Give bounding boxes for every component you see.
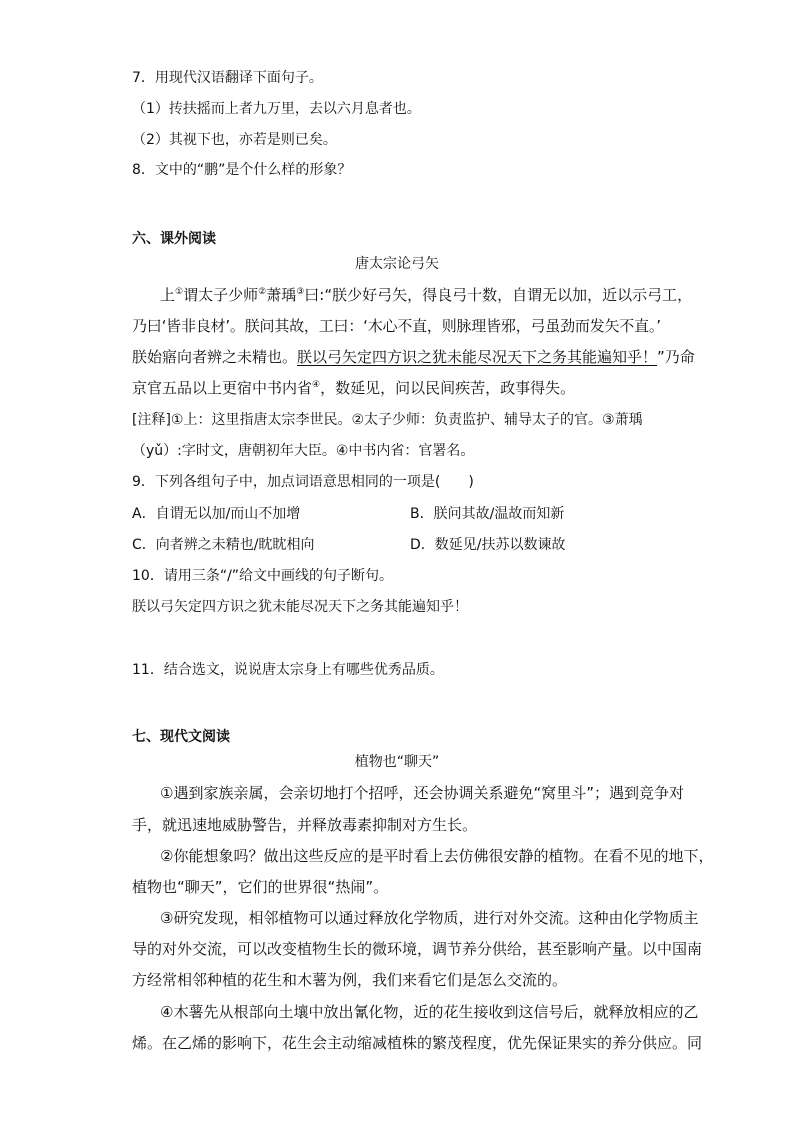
underlined-sentence: 朕以弓矢定四方识之犹未能尽况天下之务其能遍知乎！ [297,348,658,366]
q9-question: 9．下列各组句子中，加点词语意思相同的一项是( ) [132,474,474,490]
passage-line: 京官五品以上更宿中书内省④，数延见，问以民间疾苦，政事得失。 [132,379,576,397]
q11-question: 11．结合选文，说说唐太宗身上有哪些优秀品质。 [132,662,444,678]
passage-line: ③研究发现，相邻植物可以通过释放化学物质，进行对外交流。这种由化学物质主 [160,909,699,927]
passage-line: 手，就迅速地威胁警告，并释放毒素抑制对方生长。 [132,816,478,834]
passage-line: 导的对外交流，可以改变植物生长的微环境，调节养分供给，甚至影响产量。以中国南 [132,940,703,958]
passage-line: 方经常相邻种植的花生和木薯为例，我们来看它们是怎么交流的。 [132,971,568,989]
passage-line: ④木薯先从根部向土壤中放出氰化物，近的花生接收到这信号后，就释放相应的乙 [160,1003,699,1021]
section-7-heading: 七、现代文阅读 [132,729,230,745]
passage-line: 植物也“聊天”，它们的世界很“热闹”。 [132,878,389,896]
footnote-marker: ① [175,287,184,297]
q9-option-c: C．向者辨之未精也/眈眈相向 [132,537,315,553]
section-7-title: 植物也“聊天” [354,754,440,770]
q10-question: 10．请用三条“/”给文中画线的句子断句。 [132,568,394,584]
annotation-line: [注释]①上：这里指唐太宗李世民。②太子少师：负责监护、辅导太子的官。③萧瑀 [132,412,643,428]
footnote-marker: ② [258,287,267,297]
passage-line: 乃曰‘皆非良材’。朕问其故，工曰：‘木心不直，则脉理皆邪，弓虽劲而发矢不直。’ [132,317,661,335]
passage-line: 烯。在乙烯的影响下，花生会主动缩减植株的繁茂程度，优先保证果实的养分供应。同 [132,1034,703,1052]
passage-line: 上①谓太子少师②萧瑀③曰:“朕少好弓矢，得良弓十数，自谓无以加，近以示弓工， [160,286,693,304]
q7-item-2: （2）其视下也，亦若是则已矣。 [132,132,337,148]
q10-sentence: 朕以弓矢定四方识之犹未能尽况天下之务其能遍知乎！ [132,599,468,615]
passage-line: ②你能想象吗？做出这些反应的是平时看上去仿佛很安静的植物。在看不见的地下， [160,847,714,865]
passage-line: ①遇到家族亲属，会亲切地打个招呼，还会协调关系避免“窝里斗”；遇到竞争对 [160,784,684,802]
q9-option-d: D．数延见/扶苏以数谏故 [410,537,566,553]
q9-option-b: B．朕问其故/温故而知新 [410,506,565,522]
q9-option-a: A．自谓无以加/而山不加增 [132,506,301,522]
footnote-marker: ④ [312,380,321,390]
q8-question: 8．文中的“鹏”是个什么样的形象？ [132,162,352,178]
section-6-heading: 六、课外阅读 [132,231,216,247]
section-6-title: 唐太宗论弓矢 [355,256,439,272]
q7-item-1: （1）抟扶摇而上者九万里，去以六月息者也。 [132,101,421,117]
passage-line: 朕始寤向者辨之未精也。朕以弓矢定四方识之犹未能尽况天下之务其能遍知乎！”乃命 [132,348,695,366]
q7-question: 7．用现代汉语翻译下面句子。 [132,70,323,86]
annotation-line: （yǔ）:字时文，唐朝初年大臣。④中书内省：官署名。 [132,443,475,459]
footnote-marker: ③ [296,287,305,297]
